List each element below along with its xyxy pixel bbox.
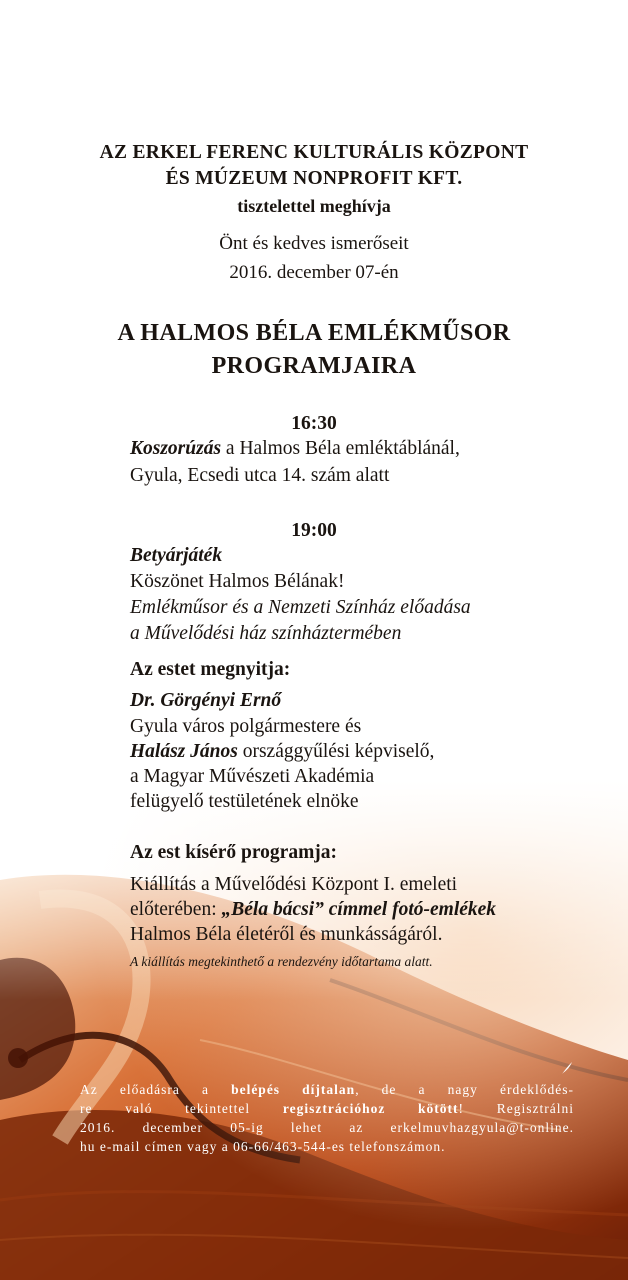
organizer-name-line1: AZ ERKEL FERENC KULTURÁLIS KÖZPONT (99, 142, 529, 163)
side-program-line2 (130, 899, 496, 921)
side-program-line3: Halmos Béla életéről és munkásságáról. (130, 924, 443, 945)
side-program-prefix: előterében: (130, 899, 222, 920)
event2-line2: Emlékműsor és a Nemzeti Színház előadása (130, 597, 471, 618)
speaker2-line (130, 741, 434, 763)
opening-heading: Az estet megnyitja: (130, 659, 291, 680)
event-title-line2: PROGRAMJAIRA (211, 353, 417, 379)
event1-name: Koszorúzás (130, 438, 222, 459)
footer-line3: 2016. december 05-ig lehet az erkelmuvhazgyula@t-online. (80, 1120, 574, 1135)
registration-required-text: regisztrációhoz kötött (282, 1101, 459, 1116)
quill-logo-icon (560, 1061, 574, 1075)
event2-line3: a Művelődési ház színháztermében (130, 623, 402, 644)
speaker2-role: országgyűlési képviselő, (237, 741, 435, 762)
event2-line1: Köszönet Halmos Bélának! (130, 571, 345, 592)
exhibition-note: A kiállítás megtekinthető a rendezvény időtartama alatt. (130, 954, 433, 969)
event1-location: a Halmos Béla emléktáblánál, (221, 438, 460, 459)
speaker1-name: Dr. Görgényi Ernő (130, 690, 282, 711)
side-program-line1: Kiállítás a Művelődési Központ I. emeleti (130, 874, 458, 895)
side-program-heading: Az est kísérő programja: (130, 842, 338, 863)
footer-text: , de a nagy érdeklődés- (355, 1082, 574, 1097)
event1-address: Gyula, Ecsedi utca 14. szám alatt (130, 465, 390, 486)
speaker2-role-line2: a Magyar Művészeti Akadémia (130, 766, 375, 787)
footer-text: ! Regisztrálni (458, 1101, 574, 1116)
exhibition-title: „Béla bácsi” címmel fotó-emlékek (221, 899, 497, 920)
event2-name: Betyárjáték (130, 545, 223, 566)
recipient-text: Önt és kedves ismerőseit (219, 233, 409, 254)
event2-time: 19:00 (291, 520, 337, 541)
speaker1-role: Gyula város polgármestere és (130, 716, 362, 737)
footer-text: Az előadásra a (80, 1082, 232, 1097)
event1-line1 (130, 438, 460, 460)
speaker2-name: Halász János (130, 741, 238, 762)
event-date: 2016. december 07-én (229, 262, 399, 283)
footer-text: re való tekintettel (80, 1101, 283, 1116)
event1-time: 16:30 (291, 413, 337, 434)
registration-footer (80, 1080, 574, 1156)
speaker2-role-line3: felügyelő testületének elnöke (130, 791, 359, 812)
footer-line2 (80, 1099, 574, 1118)
footer-line1 (80, 1080, 574, 1099)
event-title-line1: A HALMOS BÉLA EMLÉKMŰSOR (117, 320, 511, 346)
invites-text: tisztelettel meghívja (237, 196, 391, 216)
organizer-name-line2: ÉS MÚZEUM NONPROFIT KFT. (165, 168, 463, 189)
free-entry-text: belépés díjtalan (231, 1082, 356, 1097)
footer-line4: hu e-mail címen vagy a 06-66/463-544-es telefonszámon. (80, 1139, 446, 1154)
